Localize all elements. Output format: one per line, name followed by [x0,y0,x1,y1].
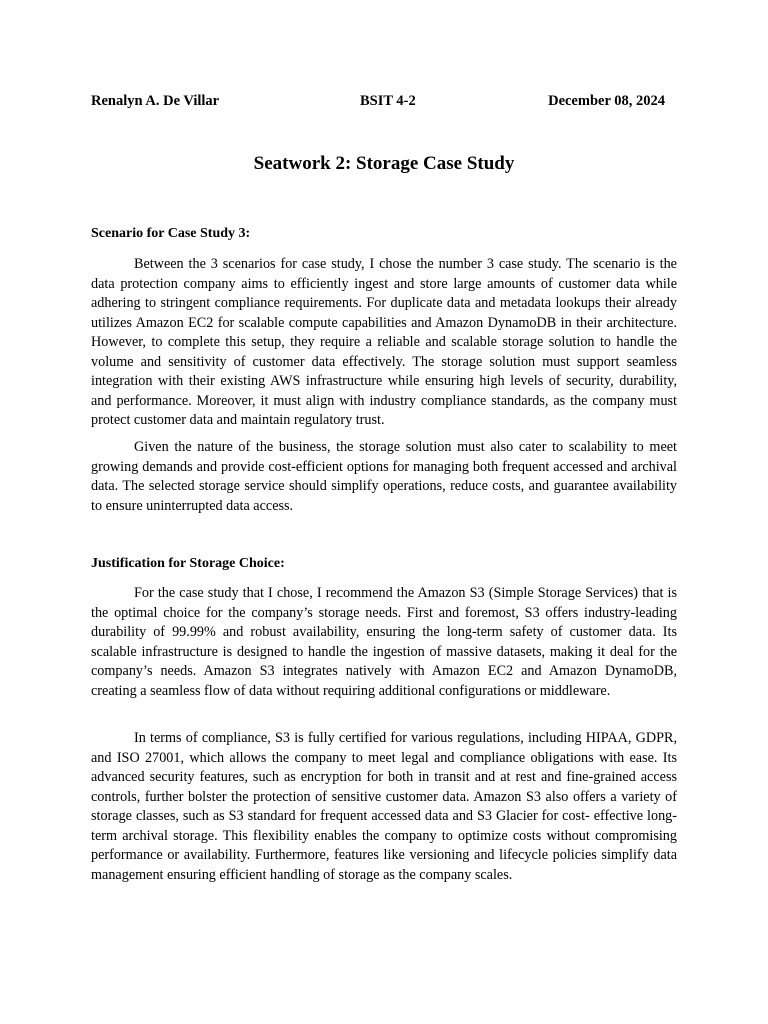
document-header [91,93,667,113]
course-section: BSIT 4-2 [360,93,416,109]
page-title: Seatwork 2: Storage Case Study [253,153,515,174]
scenario-paragraph-2: Given the nature of the business, the storage solution must also cater to scalability to meet growing demands and provide cost-efficient options for managing both frequent accessed and archival data. The selected storage service should simplify operations, reduce costs, and guarantee availability to ensure uninterrupted data access. [91,439,677,514]
justification-paragraph-1: For the case study that I chose, I recommend the Amazon S3 (Simple Storage Services) that is the optimal choice for the company’s storage needs. First and foremost, S3 offers industry-leading durability of 99.99% and robust availability, ensuring the long-term safety of customer data. Its scalable infrastructure is designed to handle the ingestion of massive datasets, making it deal for the company’s needs. Amazon S3 integrates natively with Amazon EC2 and Amazon DynamoDB, creating a seamless flow of data without requiring additional configurations or middleware. [91,585,677,699]
document-date: December 08, 2024 [548,93,665,109]
justification-heading: Justification for Storage Choice: [91,556,285,571]
scenario-heading: Scenario for Case Study 3: [91,226,251,241]
justification-paragraph-2: In terms of compliance, S3 is fully certified for various regulations, including HIPAA, GDPR, and ISO 27001, which allows the company to meet legal and compliance obligations with ease. Its advanced security features, such as encryption for both in transit and at rest and fine-grained access controls, further bolster the protection of sensitive customer data. Amazon S3 also offers a variety of storage classes, such as S3 standard for frequent accessed data and S3 Glacier for cost- effective long-term archival storage. This flexibility enables the company to optimize costs without compromising performance or availability. Furthermore, features like versioning and lifecycle policies simplify data management ensuring efficient handling of storage as the company scales. [91,730,677,883]
scenario-paragraph-1: Between the 3 scenarios for case study, I chose the number 3 case study. The scenario is the data protection company aims to efficiently ingest and store large amounts of customer data while adhering to stringent compliance requirements. For duplicate data and metadata lookups their already utilizes Amazon EC2 for scalable compute capabilities and Amazon DynamoDB in their architecture. However, to complete this setup, they require a reliable and scalable storage solution to handle the volume and sensitivity of customer data effectively. The storage solution must support seamless integration with their existing AWS infrastructure while ensuring high levels of security, durability, and performance. Moreover, it must align with industry compliance standards, as the company must protect customer data and maintain regulatory trust. [91,256,677,428]
author-name: Renalyn A. De Villar [91,93,220,109]
